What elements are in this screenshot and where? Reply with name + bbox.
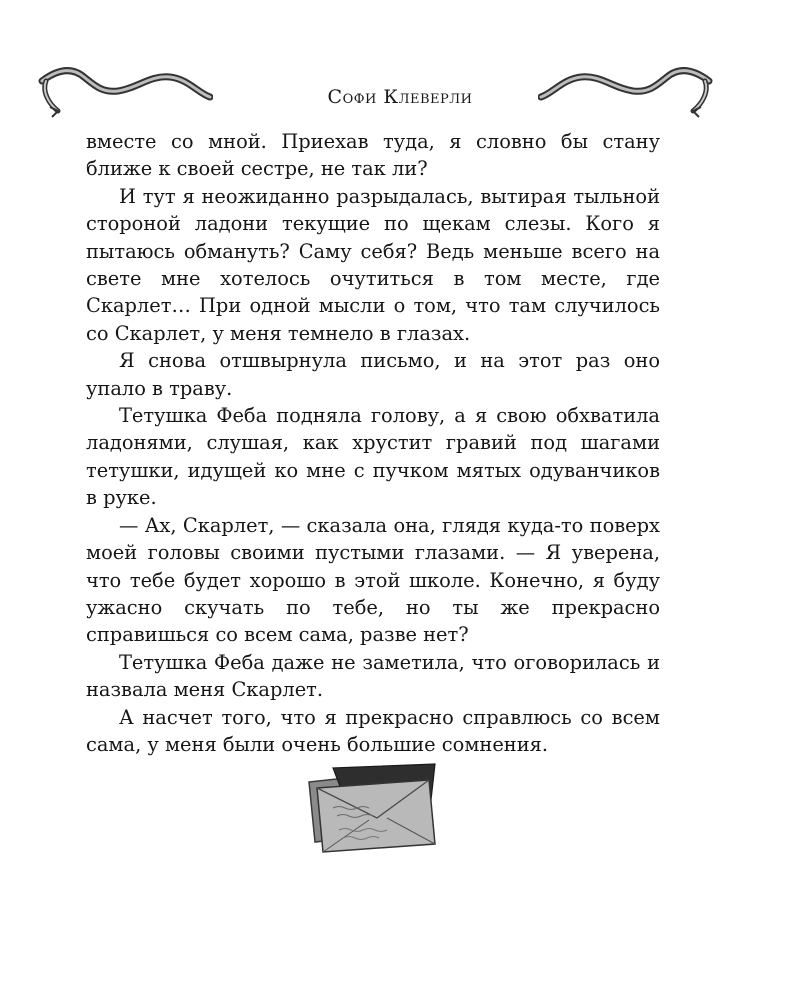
page-header [0,55,800,125]
running-title: Софи Клеверли [327,86,473,108]
paragraph: А насчет того, что я прекрасно справлюсь со всем сама, у меня были очень большие сомнения. [86,705,660,756]
body-text [86,128,660,758]
ribbon-flourish-icon [538,63,713,118]
paragraph: Тетушка Феба даже не заметила, что оговорилась и назвала меня Скарлет. [86,650,660,702]
paragraph: Я снова отшвырнула письмо, и на этот раз оно упало в траву. [86,349,660,400]
paragraph-continued: вместе со мной. Приехав туда, я словно бы стану ближе к своей сестре, не так ли? [86,130,660,181]
envelope-letters-icon [303,760,443,855]
paragraph: Тетушка Феба подняла голову, а я свою обхватила ладонями, слушая, как хрустит гравий под шагами тетушки, идущей ко мне с пучком мятых одуванчиков в руке. [86,404,660,510]
paragraph: — Ах, Скарлет, — сказала она, глядя куда-то поверх моей головы своими пустыми глазами. — Я уверена, что тебе будет хорошо в этой школе. Конечно, я буду ужасно скучать по тебе, но ты же прекрасно справишься со всем сама, разве нет? [86,513,660,647]
paragraph: И тут я неожиданно разрыдалась, вытирая тыльной стороной ладони текущие по щекам слезы. Кого я пытаюсь обмануть? Саму себя? Ведь меньше всего на свете мне хотелось очутиться в том месте, где Скарлет… При одной мысли о том, что там случилось со Скарлет, у меня темнело в глазах. [86,184,660,345]
